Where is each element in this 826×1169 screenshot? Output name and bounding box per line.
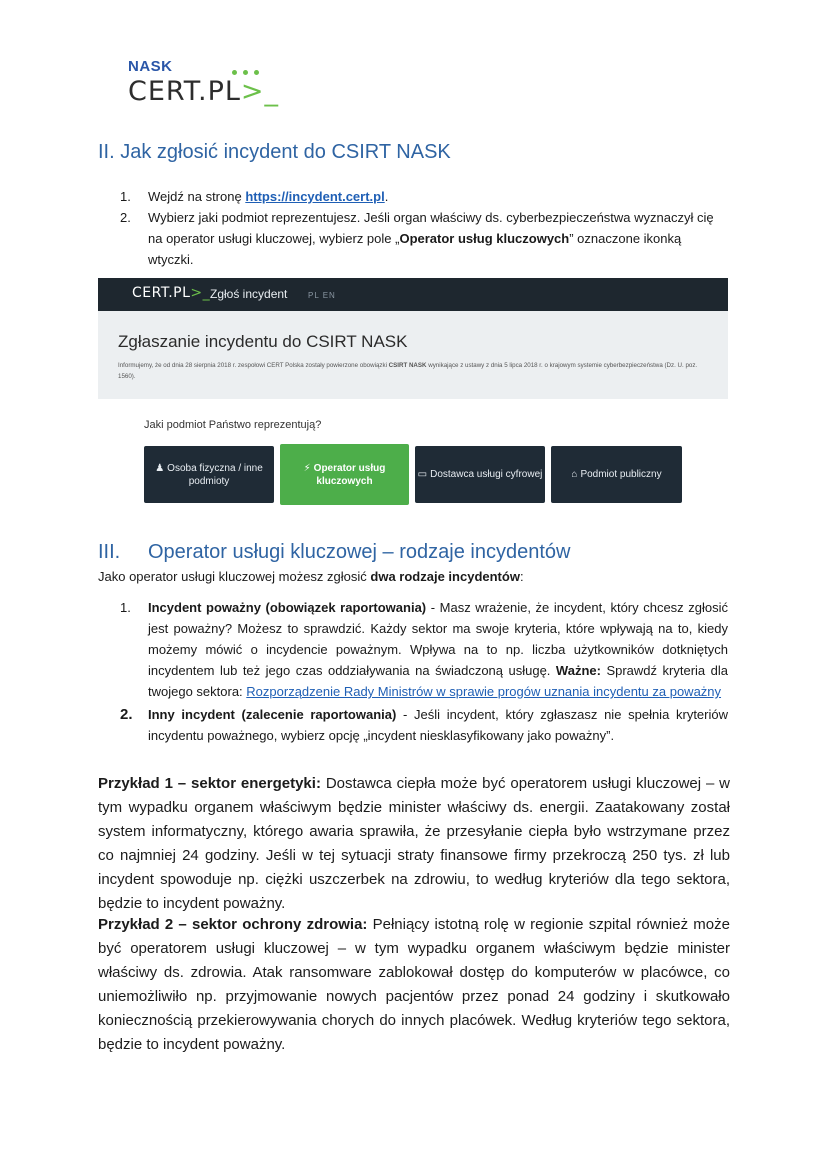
section-3-title: Operator usługi kluczowej – rodzaje incydentów xyxy=(148,541,571,563)
type-title: Inny incydent (zalecenie raportowania) xyxy=(148,707,397,722)
cert-logo-suffix: >_ xyxy=(240,76,280,107)
section-3-heading xyxy=(98,541,570,564)
option-digital-service-provider xyxy=(415,446,545,503)
monitor-icon: ▭ xyxy=(417,469,428,480)
nav-report-incident: Zgłoś incydent xyxy=(210,287,288,301)
site-top-bar xyxy=(98,278,728,311)
list-number: 2. xyxy=(120,210,131,225)
step-text: Wejdź na stronę xyxy=(148,189,246,204)
site-logo-suffix: >_ xyxy=(190,285,211,301)
regulation-link[interactable]: Rozporządzenie Rady Ministrów w sprawie progów uznania incydentu za poważny xyxy=(246,684,722,699)
section-2-heading: II. Jak zgłosić incydent do CSIRT NASK xyxy=(98,141,451,163)
type-text: - Masz wrażenie, że incydent, który chcesz zgłosić jest poważny? Możesz to sprawdzić. Każdy sektor ma swoje kryteria, które wpływają na to, kiedy możemy mówić o incydencie poważnym. Wpływa na to np. liczba użytkowników dotkniętych incydentem lub też jego czas oddziaływania na świadczoną usługę. xyxy=(148,600,728,678)
nask-logo-text: NASK xyxy=(128,58,173,75)
steps-list xyxy=(120,186,730,270)
cert-logo-main: CERT.PL xyxy=(128,76,241,107)
list-number: 1. xyxy=(120,189,131,204)
site-logo xyxy=(132,285,210,301)
step-text-end: . xyxy=(384,189,389,204)
option-label: Osoba fizyczna / inne podmioty xyxy=(167,462,263,487)
language-switch: PL EN xyxy=(308,291,336,300)
example-1-paragraph xyxy=(98,772,730,916)
list-item xyxy=(120,704,728,746)
step-text: Wybierz jaki podmiot reprezentujesz. Jeśli organ właściwy ds. cyberbezpieczeństwa wyznaczył cię na operator usługi kluczowej, wybierz pole „ xyxy=(148,210,714,246)
hero-title: Zgłaszanie incydentu do CSIRT NASK xyxy=(118,332,408,351)
hero-description xyxy=(118,360,698,382)
list-number: 1. xyxy=(120,600,131,615)
plug-icon: ⚡ xyxy=(303,462,311,474)
entity-question: Jaki podmiot Państwo reprezentują? xyxy=(144,419,322,431)
option-label: Operator usług kluczowych xyxy=(313,462,386,487)
example-label: Przykład 1 – sektor energetyki: xyxy=(98,775,321,792)
option-natural-person xyxy=(144,446,274,503)
intro-bold: dwa rodzaje incydentów xyxy=(370,569,520,584)
step-bold-text: Operator usług kluczowych xyxy=(399,231,570,246)
type-title: Incydent poważny (obowiązek raportowania) xyxy=(148,600,427,615)
type-text-2: Sprawdź kryteria dla twojego sektora: xyxy=(148,663,728,699)
cert-logo-text xyxy=(128,76,279,107)
section-3-intro xyxy=(98,569,524,584)
incydent-cert-link[interactable]: https://incydent.cert.pl xyxy=(245,189,385,204)
nask-cert-logo xyxy=(128,58,280,110)
option-label: Dostawca usługi cyfrowej xyxy=(430,469,543,480)
intro-text: Jako operator usługi kluczowej możesz zgłosić xyxy=(98,569,371,584)
step-text-end: ” oznaczone ikonką wtyczki. xyxy=(148,231,682,267)
incident-types-list xyxy=(120,597,728,748)
site-hero xyxy=(98,311,728,399)
example-label: Przykład 2 – sektor ochrony zdrowia: xyxy=(98,916,368,933)
hero-desc-text-end: wynikające z ustawy z dnia 5 lipca 2018 r. o krajowym systemie cyberbezpieczeństwa (Dz. U. poz. 1560). xyxy=(118,362,698,380)
site-logo-main: CERT.PL xyxy=(132,285,191,301)
option-essential-service-operator xyxy=(280,444,409,505)
list-item xyxy=(120,207,730,270)
example-2-paragraph xyxy=(98,913,730,1057)
example-text: Pełniący istotną rolę w regionie szpital również może być operatorem usługi kluczowej – w tym wypadku organem właściwym będzie minister właściwy ds. zdrowia. Atak ransomware zablokował dostęp do komputerów w placówce, co uniemożliwiło np. przyjmowanie nowych pacjentów przez ponad 24 godziny i skutkowało koniecznością przekierowywania chorych do innych placówek. Według kryteriów tego sektora, będzie to incydent poważny. xyxy=(98,916,730,1053)
institution-icon: ⌂ xyxy=(571,469,578,480)
section-3-number: III. xyxy=(98,541,121,563)
intro-text-end: : xyxy=(519,569,524,584)
option-public-entity xyxy=(551,446,682,503)
type-text: - Jeśli incydent, który zgłaszasz nie spełnia kryteriów incydentu poważnego, wybierz opcję „incydent niesklasyfikowany jako poważny”. xyxy=(148,707,728,743)
list-number: 2. xyxy=(120,706,133,723)
important-label: Ważne: xyxy=(555,663,601,678)
hero-desc-text: Informujemy, że od dnia 28 sierpnia 2018 r. zespołowi CERT Polska zostały powierzone obowiązki xyxy=(118,362,389,369)
list-item xyxy=(120,186,730,207)
website-screenshot xyxy=(98,278,728,510)
example-text: Dostawca ciepła może być operatorem usługi kluczowej – w tym wypadku organem właściwym będzie minister właściwy ds. energii. Zaatakowany został system informatyczny, którego awaria sprawiła, że przesyłanie ciepła było wstrzymane przez co najmniej 24 godziny. Jeśli w tej sytuacji straty finansowe firmy przekroczą 250 tys. zł lub incydent spowoduje np. ciężki uszczerbek na zdrowiu, to według kryteriów dla tego sektora, będzie to incydent poważny. xyxy=(98,775,731,912)
list-item xyxy=(120,597,728,702)
user-icon: ♟ xyxy=(155,462,165,474)
hero-desc-bold: CSIRT NASK xyxy=(388,362,427,369)
option-label: Podmiot publiczny xyxy=(580,469,662,480)
